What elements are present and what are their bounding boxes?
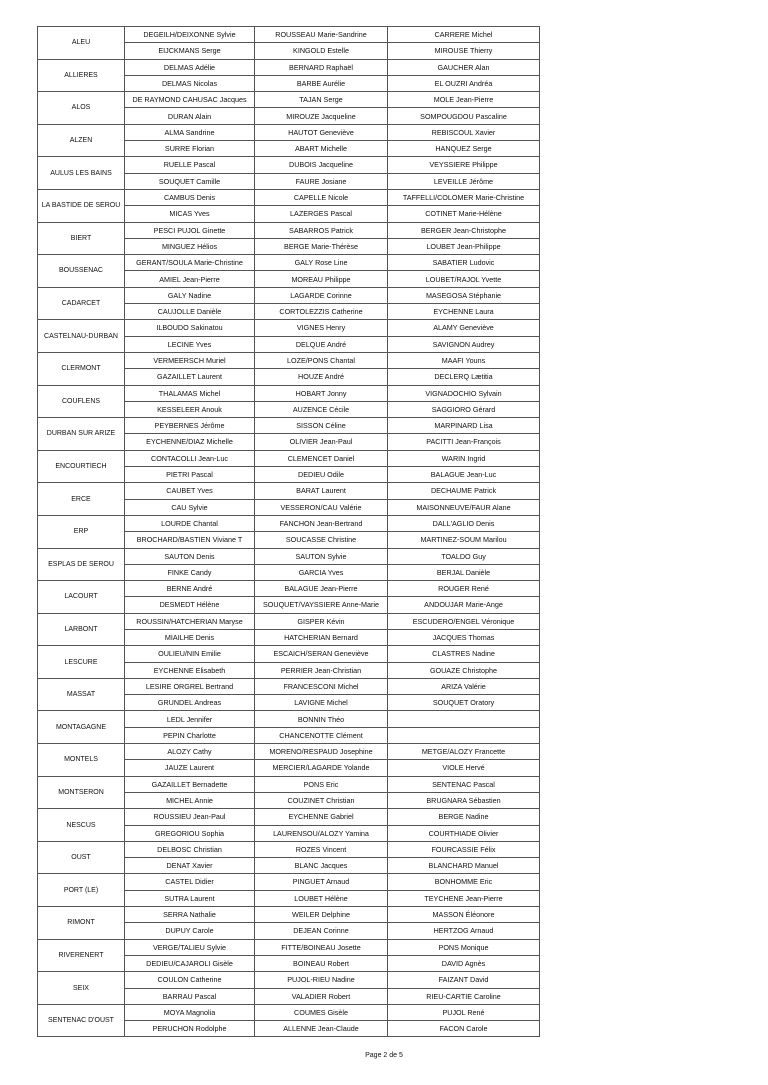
- member-name: PESCI PUJOL Ginette: [125, 222, 255, 238]
- member-name: DUBOIS Jacqueline: [255, 157, 388, 173]
- communes-table-body: [38, 27, 540, 1037]
- member-name: JAUZE Laurent: [125, 760, 255, 776]
- member-name: PEPIN Charlotte: [125, 727, 255, 743]
- member-name: VERMEERSCH Muriel: [125, 352, 255, 368]
- member-name: CAMBUS Denis: [125, 189, 255, 205]
- member-name: MIROUZE Jacqueline: [255, 108, 388, 124]
- member-name: RIEU-CARTIE Caroline: [388, 988, 540, 1004]
- commune-name: MONTELS: [38, 744, 125, 777]
- member-name: LESIRE ORGREL Bertrand: [125, 678, 255, 694]
- member-name: CARRERE Michel: [388, 27, 540, 43]
- member-name: SAUTON Denis: [125, 548, 255, 564]
- member-name: GARCIA Yves: [255, 564, 388, 580]
- member-name: FACON Carole: [388, 1021, 540, 1037]
- member-name: COUZINET Christian: [255, 792, 388, 808]
- commune-name: ERCE: [38, 483, 125, 516]
- member-name: MORENO/RESPAUD Josephine: [255, 744, 388, 760]
- member-name: RUELLE Pascal: [125, 157, 255, 173]
- member-name: MOREAU Philippe: [255, 271, 388, 287]
- commune-name: ESPLAS DE SEROU: [38, 548, 125, 581]
- member-name: CLASTRES Nadine: [388, 646, 540, 662]
- member-name: BRUGNARA Sébastien: [388, 792, 540, 808]
- member-name: SUTRA Laurent: [125, 890, 255, 906]
- table-row: [38, 287, 540, 303]
- member-name: LEDL Jennifer: [125, 711, 255, 727]
- member-name: LECINE Yves: [125, 336, 255, 352]
- member-name: WEILER Delphine: [255, 907, 388, 923]
- member-name: OLIVIER Jean-Paul: [255, 434, 388, 450]
- member-name: FAURE Josiane: [255, 173, 388, 189]
- member-name: SABATIER Ludovic: [388, 255, 540, 271]
- commune-name: BIERT: [38, 222, 125, 255]
- member-name: MIROUSE Thierry: [388, 43, 540, 59]
- member-name: DECLERQ Lætitia: [388, 369, 540, 385]
- commune-name: OUST: [38, 841, 125, 874]
- member-name: GAZAILLET Laurent: [125, 369, 255, 385]
- table-row: [38, 92, 540, 108]
- table-row: [38, 515, 540, 531]
- commune-name: SEIX: [38, 972, 125, 1005]
- table-row: [38, 841, 540, 857]
- member-name: DEJEAN Corinne: [255, 923, 388, 939]
- commune-name: MONTAGAGNE: [38, 711, 125, 744]
- commune-name: AULUS LES BAINS: [38, 157, 125, 190]
- member-name: ESCAICH/SERAN Geneviève: [255, 646, 388, 662]
- member-name: EYCHENNE Elisabeth: [125, 662, 255, 678]
- member-name: KESSELEER Anouk: [125, 401, 255, 417]
- member-name: AUZENCE Cécile: [255, 401, 388, 417]
- member-name: VERGE/TALIEU Sylvie: [125, 939, 255, 955]
- member-name: SOUQUET Oratory: [388, 695, 540, 711]
- member-name: ESCUDERO/ENGEL Véronique: [388, 613, 540, 629]
- member-name: DEDIEU/CAJAROLI Gisèle: [125, 955, 255, 971]
- member-name: ROZES Vincent: [255, 841, 388, 857]
- member-name: [388, 711, 540, 727]
- member-name: PACITTI Jean-François: [388, 434, 540, 450]
- member-name: BONHOMME Eric: [388, 874, 540, 890]
- member-name: HANQUEZ Serge: [388, 141, 540, 157]
- table-row: [38, 418, 540, 434]
- member-name: CAUBET Yves: [125, 483, 255, 499]
- member-name: DEDIEU Odile: [255, 467, 388, 483]
- member-name: DELQUE André: [255, 336, 388, 352]
- member-name: LEVEILLE Jérôme: [388, 173, 540, 189]
- member-name: DEGEILH/DEIXONNE Sylvie: [125, 27, 255, 43]
- member-name: MIAILHE Denis: [125, 629, 255, 645]
- member-name: LAVIGNE Michel: [255, 695, 388, 711]
- member-name: GALY Nadine: [125, 287, 255, 303]
- member-name: LAGARDE Corinne: [255, 287, 388, 303]
- member-name: MOLE Jean-Pierre: [388, 92, 540, 108]
- table-row: [38, 613, 540, 629]
- member-name: MASSON Éléonore: [388, 907, 540, 923]
- table-row: [38, 1004, 540, 1020]
- member-name: LAZERGES Pascal: [255, 206, 388, 222]
- member-name: FINKE Candy: [125, 564, 255, 580]
- member-name: BARAT Laurent: [255, 483, 388, 499]
- member-name: ROUGER René: [388, 581, 540, 597]
- commune-name: BOUSSENAC: [38, 255, 125, 288]
- table-row: [38, 222, 540, 238]
- member-name: CAU Sylvie: [125, 499, 255, 515]
- member-name: EYCHENNE Laura: [388, 304, 540, 320]
- member-name: BOINEAU Robert: [255, 955, 388, 971]
- member-name: MARTINEZ-SOUM Marilou: [388, 532, 540, 548]
- table-row: [38, 711, 540, 727]
- table-row: [38, 483, 540, 499]
- member-name: MINGUEZ Hélios: [125, 238, 255, 254]
- member-name: PUJOL René: [388, 1004, 540, 1020]
- commune-name: ERP: [38, 515, 125, 548]
- commune-name: ENCOURTIECH: [38, 450, 125, 483]
- member-name: BLANCHARD Manuel: [388, 858, 540, 874]
- table-row: [38, 678, 540, 694]
- table-row: [38, 450, 540, 466]
- member-name: SAVIGNON Audrey: [388, 336, 540, 352]
- member-name: HAUTOT Geneviève: [255, 124, 388, 140]
- member-name: DELBOSC Christian: [125, 841, 255, 857]
- member-name: BERGER Jean-Christophe: [388, 222, 540, 238]
- member-name: DE RAYMOND CAHUSAC Jacques: [125, 92, 255, 108]
- member-name: DAVID Agnès: [388, 955, 540, 971]
- member-name: OULIEU/NIN Emilie: [125, 646, 255, 662]
- member-name: THALAMAS Michel: [125, 385, 255, 401]
- member-name: LOUBET Hélène: [255, 890, 388, 906]
- member-name: CHANCENOTTE Clément: [255, 727, 388, 743]
- member-name: GISPER Kévin: [255, 613, 388, 629]
- commune-name: RIVERENERT: [38, 939, 125, 972]
- commune-name: ALOS: [38, 92, 125, 125]
- member-name: PINGUET Arnaud: [255, 874, 388, 890]
- member-name: SOUQUET/VAYSSIERE Anne-Marie: [255, 597, 388, 613]
- member-name: ARIZA Valérie: [388, 678, 540, 694]
- commune-name: COUFLENS: [38, 385, 125, 418]
- commune-name: CADARCET: [38, 287, 125, 320]
- member-name: BLANC Jacques: [255, 858, 388, 874]
- member-name: MICHEL Annie: [125, 792, 255, 808]
- member-name: EL OUZRI Andréa: [388, 75, 540, 91]
- member-name: MAISONNEUVE/FAUR Alane: [388, 499, 540, 515]
- commune-name: ALZEN: [38, 124, 125, 157]
- member-name: VEYSSIERE Philippe: [388, 157, 540, 173]
- member-name: GREGORIOU Sophia: [125, 825, 255, 841]
- member-name: VIGNES Henry: [255, 320, 388, 336]
- member-name: KINGOLD Estelle: [255, 43, 388, 59]
- member-name: CAUJOLLE Danièle: [125, 304, 255, 320]
- table-row: [38, 744, 540, 760]
- member-name: EIJCKMANS Serge: [125, 43, 255, 59]
- commune-name: ALLIERES: [38, 59, 125, 92]
- member-name: DELMAS Adélie: [125, 59, 255, 75]
- member-name: EYCHENNE Gabriel: [255, 809, 388, 825]
- member-name: ANDOUJAR Marie-Ange: [388, 597, 540, 613]
- member-name: SOUCASSE Christine: [255, 532, 388, 548]
- member-name: PEYBERNES Jérôme: [125, 418, 255, 434]
- member-name: CAPELLE Nicole: [255, 189, 388, 205]
- member-name: GERANT/SOULA Marie-Christine: [125, 255, 255, 271]
- member-name: MOYA Magnolia: [125, 1004, 255, 1020]
- table-row: [38, 157, 540, 173]
- member-name: PONS Eric: [255, 776, 388, 792]
- communes-table: [37, 26, 540, 1037]
- commune-name: LESCURE: [38, 646, 125, 679]
- member-name: TAJAN Serge: [255, 92, 388, 108]
- member-name: GRUNDEL Andreas: [125, 695, 255, 711]
- member-name: PIETRI Pascal: [125, 467, 255, 483]
- member-name: ILBOUDO Sakinatou: [125, 320, 255, 336]
- member-name: SENTENAC Pascal: [388, 776, 540, 792]
- member-name: PUJOL-RIEU Nadine: [255, 972, 388, 988]
- member-name: COULON Catherine: [125, 972, 255, 988]
- table-row: [38, 646, 540, 662]
- table-row: [38, 320, 540, 336]
- member-name: DALL'AGLIO Denis: [388, 515, 540, 531]
- table-row: [38, 776, 540, 792]
- table-row: [38, 939, 540, 955]
- member-name: ABART Michelle: [255, 141, 388, 157]
- member-name: MAAFI Youns: [388, 352, 540, 368]
- member-name: TOALDO Guy: [388, 548, 540, 564]
- member-name: VIGNADOCHIO Sylvain: [388, 385, 540, 401]
- member-name: VALADIER Robert: [255, 988, 388, 1004]
- member-name: LOURDE Chantal: [125, 515, 255, 531]
- member-name: BARBE Aurélie: [255, 75, 388, 91]
- member-name: MICAS Yves: [125, 206, 255, 222]
- member-name: MASEGOSA Stéphanie: [388, 287, 540, 303]
- table-row: [38, 548, 540, 564]
- member-name: METGE/ALOZY Francette: [388, 744, 540, 760]
- member-name: HATCHERIAN Bernard: [255, 629, 388, 645]
- member-name: MARPINARD Lisa: [388, 418, 540, 434]
- member-name: CORTOLEZZIS Catherine: [255, 304, 388, 320]
- member-name: SABARROS Patrick: [255, 222, 388, 238]
- member-name: SISSON Céline: [255, 418, 388, 434]
- page-footer: Page 2 de 5: [365, 1052, 403, 1059]
- commune-name: LACOURT: [38, 581, 125, 614]
- table-row: [38, 581, 540, 597]
- member-name: LOUBET Jean-Philippe: [388, 238, 540, 254]
- table-row: [38, 255, 540, 271]
- commune-name: ALEU: [38, 27, 125, 60]
- member-name: HERTZOG Arnaud: [388, 923, 540, 939]
- table-row: [38, 972, 540, 988]
- member-name: PERUCHON Rodolphe: [125, 1021, 255, 1037]
- member-name: JACQUES Thomas: [388, 629, 540, 645]
- member-name: BONNIN Théo: [255, 711, 388, 727]
- member-name: REBISCOUL Xavier: [388, 124, 540, 140]
- member-name: TEYCHENE Jean-Pierre: [388, 890, 540, 906]
- member-name: SURRE Florian: [125, 141, 255, 157]
- table-row: [38, 809, 540, 825]
- member-name: BARRAU Pascal: [125, 988, 255, 1004]
- table-row: [38, 189, 540, 205]
- table-row: [38, 874, 540, 890]
- member-name: BERNARD Raphaël: [255, 59, 388, 75]
- member-name: DURAN Alain: [125, 108, 255, 124]
- member-name: ROUSSIN/HATCHERIAN Maryse: [125, 613, 255, 629]
- member-name: SERRA Nathalie: [125, 907, 255, 923]
- commune-name: CASTELNAU-DURBAN: [38, 320, 125, 353]
- member-name: EYCHENNE/DIAZ Michelle: [125, 434, 255, 450]
- commune-name: CLERMONT: [38, 352, 125, 385]
- member-name: GALY Rose Line: [255, 255, 388, 271]
- member-name: WARIN Ingrid: [388, 450, 540, 466]
- commune-name: DURBAN SUR ARIZE: [38, 418, 125, 451]
- member-name: DUPUY Carole: [125, 923, 255, 939]
- commune-name: MONTSERON: [38, 776, 125, 809]
- member-name: LAURENSOU/ALOZY Yamina: [255, 825, 388, 841]
- member-name: PERRIER Jean-Christian: [255, 662, 388, 678]
- table-row: [38, 124, 540, 140]
- member-name: FAIZANT David: [388, 972, 540, 988]
- member-name: [388, 727, 540, 743]
- member-name: SAGGIORO Gérard: [388, 401, 540, 417]
- member-name: ROUSSEAU Marie-Sandrine: [255, 27, 388, 43]
- member-name: BALAGUE Jean-Pierre: [255, 581, 388, 597]
- member-name: ALAMY Geneviève: [388, 320, 540, 336]
- member-name: COURTHIADE Olivier: [388, 825, 540, 841]
- table-row: [38, 59, 540, 75]
- member-name: DECHAUME Patrick: [388, 483, 540, 499]
- member-name: SOUQUET Camille: [125, 173, 255, 189]
- member-name: GAZAILLET Bernadette: [125, 776, 255, 792]
- commune-name: MASSAT: [38, 678, 125, 711]
- member-name: FRANCESCONI Michel: [255, 678, 388, 694]
- member-name: DELMAS Nicolas: [125, 75, 255, 91]
- member-name: SOMPOUGDOU Pascaline: [388, 108, 540, 124]
- member-name: ALOZY Cathy: [125, 744, 255, 760]
- member-name: BERNE André: [125, 581, 255, 597]
- member-name: ALMA Sandrine: [125, 124, 255, 140]
- member-name: DENAT Xavier: [125, 858, 255, 874]
- member-name: LOZE/PONS Chantal: [255, 352, 388, 368]
- member-name: SAUTON Sylvie: [255, 548, 388, 564]
- commune-name: LARBONT: [38, 613, 125, 646]
- member-name: PONS Monique: [388, 939, 540, 955]
- member-name: VESSERON/CAU Valérie: [255, 499, 388, 515]
- table-row: [38, 352, 540, 368]
- commune-name: LA BASTIDE DE SEROU: [38, 189, 125, 222]
- member-name: DESMEDT Hélène: [125, 597, 255, 613]
- member-name: ALLENNE Jean-Claude: [255, 1021, 388, 1037]
- member-name: CLEMENCET Daniel: [255, 450, 388, 466]
- commune-name: PORT (LE): [38, 874, 125, 907]
- member-name: TAFFELLI/COLOMER Marie-Christine: [388, 189, 540, 205]
- member-name: CASTEL Didier: [125, 874, 255, 890]
- member-name: VIOLE Hervé: [388, 760, 540, 776]
- member-name: CONTACOLLI Jean-Luc: [125, 450, 255, 466]
- member-name: HOBART Jonny: [255, 385, 388, 401]
- table-row: [38, 27, 540, 43]
- member-name: BERGE Nadine: [388, 809, 540, 825]
- member-name: COUMES Gisèle: [255, 1004, 388, 1020]
- member-name: HOUZE André: [255, 369, 388, 385]
- member-name: BERJAL Danièle: [388, 564, 540, 580]
- member-name: GOUAZE Christophe: [388, 662, 540, 678]
- member-name: MERCIER/LAGARDE Yolande: [255, 760, 388, 776]
- member-name: ROUSSIEU Jean-Paul: [125, 809, 255, 825]
- member-name: FITTE/BOINEAU Josette: [255, 939, 388, 955]
- member-name: LOUBET/RAJOL Yvette: [388, 271, 540, 287]
- member-name: BALAGUE Jean-Luc: [388, 467, 540, 483]
- commune-name: RIMONT: [38, 907, 125, 940]
- member-name: COTINET Marie-Hélène: [388, 206, 540, 222]
- table-row: [38, 385, 540, 401]
- member-name: GAUCHER Alan: [388, 59, 540, 75]
- commune-name: SENTENAC D'OUST: [38, 1004, 125, 1037]
- member-name: FANCHON Jean-Bertrand: [255, 515, 388, 531]
- member-name: FOURCASSIE Félix: [388, 841, 540, 857]
- member-name: AMIEL Jean-Pierre: [125, 271, 255, 287]
- member-name: BROCHARD/BASTIEN Viviane T: [125, 532, 255, 548]
- member-name: BERGE Marie-Thérèse: [255, 238, 388, 254]
- table-row: [38, 907, 540, 923]
- commune-name: NESCUS: [38, 809, 125, 842]
